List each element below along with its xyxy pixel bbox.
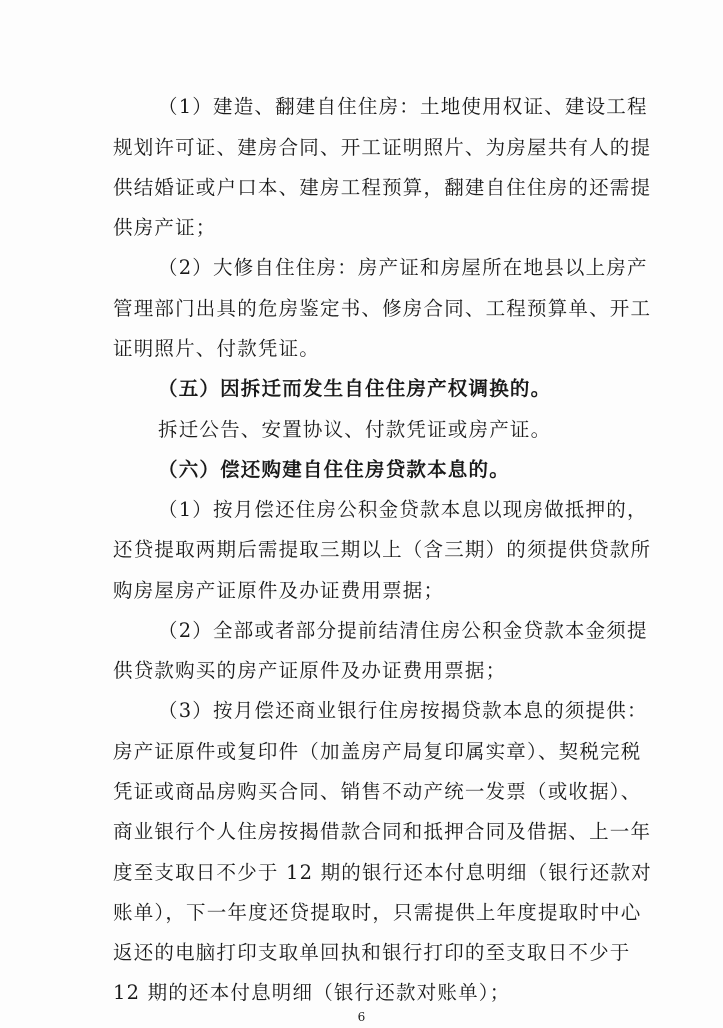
paragraph-5-line-3: 购房屋房产证原件及办证费用票据； <box>113 579 445 602</box>
paragraph-5-line-2: 还贷提取两期后需提取三期以上（含三期）的须提供贷款所 <box>113 538 652 561</box>
paragraph-2-line-1: （2）大修自住住房：房产证和房屋所在地县以上房产 <box>158 256 648 279</box>
section-heading-5: （五）因拆迁而发生自住住房产权调换的。 <box>158 377 552 400</box>
paragraph-7-line-4: 商业银行个人住房按揭借款合同和抵押合同及借据、上一年 <box>113 820 652 843</box>
paragraph-2-line-2: 管理部门出具的危房鉴定书、修房合同、工程预算单、开工 <box>113 297 652 320</box>
paragraph-1-line-2: 规划许可证、建房合同、开工证明照片、为房屋共有人的提 <box>113 136 652 159</box>
page-number: 6 <box>357 1010 366 1024</box>
paragraph-7-line-7: 返还的电脑打印支取单回执和银行打印的至支取日不少于 <box>113 941 631 964</box>
paragraph-7-line-6: 账单），下一年度还贷提取时，只需提供上年度提取时中心 <box>113 901 642 924</box>
paragraph-7-line-1: （3）按月偿还商业银行住房按揭贷款本息的须提供： <box>158 699 648 722</box>
paragraph-3-line-1: 拆迁公告、安置协议、付款凭证或房产证。 <box>158 418 552 441</box>
paragraph-1-line-3: 供结婚证或户口本、建房工程预算，翻建自住住房的还需提 <box>113 176 652 199</box>
paragraph-2-line-3: 证明照片、付款凭证。 <box>113 337 321 360</box>
paragraph-6-line-2: 供贷款购买的房产证原件及办证费用票据； <box>113 659 507 682</box>
paragraph-1-line-4: 供房产证； <box>113 216 217 239</box>
paragraph-7-line-3: 凭证或商品房购买合同、销售不动产统一发票（或收据）、 <box>113 780 642 803</box>
paragraph-7-line-8: 12 期的还本付息明细（银行还款对账单）； <box>113 981 511 1004</box>
paragraph-7-line-2: 房产证原件或复印件（加盖房产局复印属实章）、契税完税 <box>113 740 642 763</box>
paragraph-7-line-5: 度至支取日不少于 12 期的银行还本付息明细（银行还款对 <box>113 861 652 884</box>
paragraph-1-line-1: （1）建造、翻建自住住房：土地使用权证、建设工程 <box>158 95 648 118</box>
paragraph-5-line-1: （1）按月偿还住房公积金贷款本息以现房做抵押的， <box>158 498 648 521</box>
paragraph-6-line-1: （2）全部或者部分提前结清住房公积金贷款本金须提 <box>158 619 648 642</box>
section-heading-6: （六）偿还购建自住住房贷款本息的。 <box>158 458 510 481</box>
